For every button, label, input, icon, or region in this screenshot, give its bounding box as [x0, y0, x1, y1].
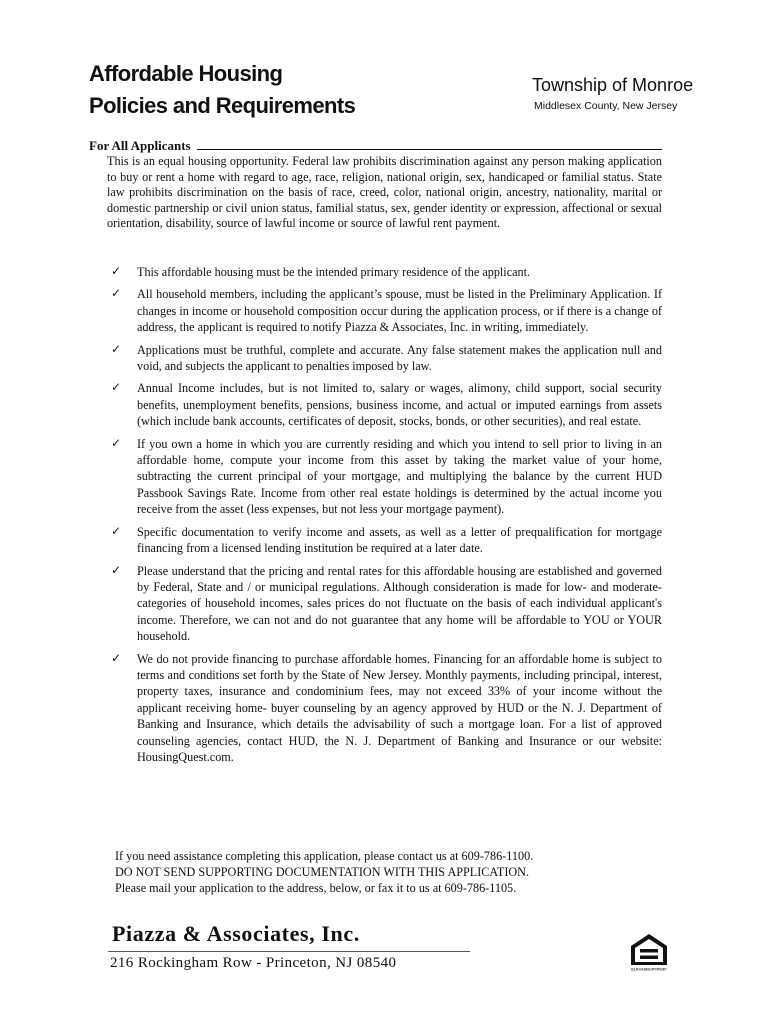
intro-paragraph: This is an equal housing opportunity. Federal law prohibits discrimination against any person making application to buy or rent a home with regard to age, race, religion, national origin, sex, handicaped or familial status. State law prohibits discrimination on the basis of race, creed, color, national origin, ancestry, nationality, marital or domestic partnership or civil union status, familial status, sex, gender identity or expression, affectional or sexual orientation, disability, source of lawful income or source of lawful rent payment. — [107, 154, 662, 231]
check-icon: ✓ — [111, 286, 122, 301]
check-icon: ✓ — [111, 380, 122, 395]
list-item — [111, 286, 662, 335]
check-icon: ✓ — [111, 435, 122, 450]
list-item-text: Applications must be truthful, complete and accurate. Any false statement makes the application null and void, and subjects the applicant to penalties imposed by law. — [137, 342, 662, 374]
section-heading — [89, 138, 662, 154]
company-divider — [108, 951, 470, 952]
contact-block — [115, 848, 675, 896]
county-name: Middlesex County, New Jersey — [534, 100, 678, 112]
contact-warning-line: DO NOT SEND SUPPORTING DOCUMENTATION WITH THIS APPLICATION. — [115, 865, 530, 879]
section-heading-text: For All Applicants — [89, 138, 191, 153]
equal-housing-caption: EQUAL HOUSING OPPORTUNITY — [631, 967, 667, 972]
check-icon: ✓ — [111, 264, 122, 278]
contact-phone-line: If you need assistance completing this application, please contact us at 609-786-1100. — [115, 849, 534, 863]
list-item — [111, 436, 662, 518]
list-item-text: Please understand that the pricing and rental rates for this affordable housing are established and governed by Federal, State and / or municipal regulations. Although consideration is made for low- and moderate- categories of household incomes, sales prices do not fluctuate on the basis of each individual applicant's income. Therefore, we can not and do not guarantee that any home will be affordable to YOU or YOUR household. — [137, 563, 662, 644]
list-item-text: We do not provide financing to purchase affordable homes. Financing for an affordable home is subject to terms and conditions set forth by the State of New Jersey. Monthly payments, including principal, interest, property taxes, insurance and condominium fees, may not exceed 33% of your income without the applicant receiving home- buyer counseling by an agency approved by HUD or the N. J. Department of Banking and Insurance, which details the advisability of such a mortgage loan. For a list of approved counseling agencies, contact HUD, the N. J. Department of Banking and Insurance or our website: HousingQuest.com. — [137, 651, 662, 764]
check-icon: ✓ — [111, 562, 122, 577]
list-item — [111, 380, 662, 429]
check-icon: ✓ — [111, 341, 122, 356]
section-heading-rule — [197, 139, 662, 150]
list-item — [111, 342, 662, 375]
list-item — [111, 264, 662, 280]
equal-housing-icon — [629, 932, 669, 976]
list-item-text: This affordable housing must be the intended primary residence of the applicant. — [137, 265, 531, 279]
page-title — [89, 58, 355, 122]
list-item-text: Specific documentation to verify income and assets, as well as a letter of prequalification for mortgage financing from a licensed lending institution be required at a later date. — [137, 524, 662, 556]
check-icon: ✓ — [111, 523, 122, 538]
list-item-text: All household members, including the applicant’s spouse, must be listed in the Preliminary Application. If changes in income or household composition occur during the application process, or if there is a change of address, the applicant is required to notify Piazza & Associates, Inc. in writing, immediately. — [137, 287, 662, 335]
requirements-list — [111, 264, 662, 765]
title-line-1: Affordable Housing — [89, 61, 283, 86]
list-item — [111, 563, 662, 645]
township-name: Township of Monroe — [532, 75, 694, 95]
check-icon: ✓ — [111, 650, 122, 665]
title-line-2: Policies and Requirements — [89, 93, 356, 118]
contact-fax-line: Please mail your application to the address, below, or fax it to us at 609-786-1105. — [115, 881, 517, 895]
list-item — [111, 524, 662, 557]
list-item-text: Annual Income includes, but is not limited to, salary or wages, alimony, child support, social security benefits, unemployment benefits, pensions, business income, and actual or imputed earnings from assets (which include bank accounts, certificates of deposit, stocks, bonds, or other securities), and real estate. — [137, 381, 662, 429]
list-item — [111, 651, 662, 766]
company-name: Piazza & Associates, Inc. — [112, 921, 360, 946]
list-item-text: If you own a home in which you are currently residing and which you intend to sell prior to living in an affordable home, compute your income from this asset by taking the market value of your home, subtracting the current principal of your mortgage, and multiplying the balance by the current HUD Passbook Savings Rate. Income from other real estate holdings is determined by the actual income you receive from the asset (less expenses, but not less your mortgage payment). — [137, 436, 662, 517]
company-address: 216 Rockingham Row - Princeton, NJ 08540 — [110, 955, 397, 971]
